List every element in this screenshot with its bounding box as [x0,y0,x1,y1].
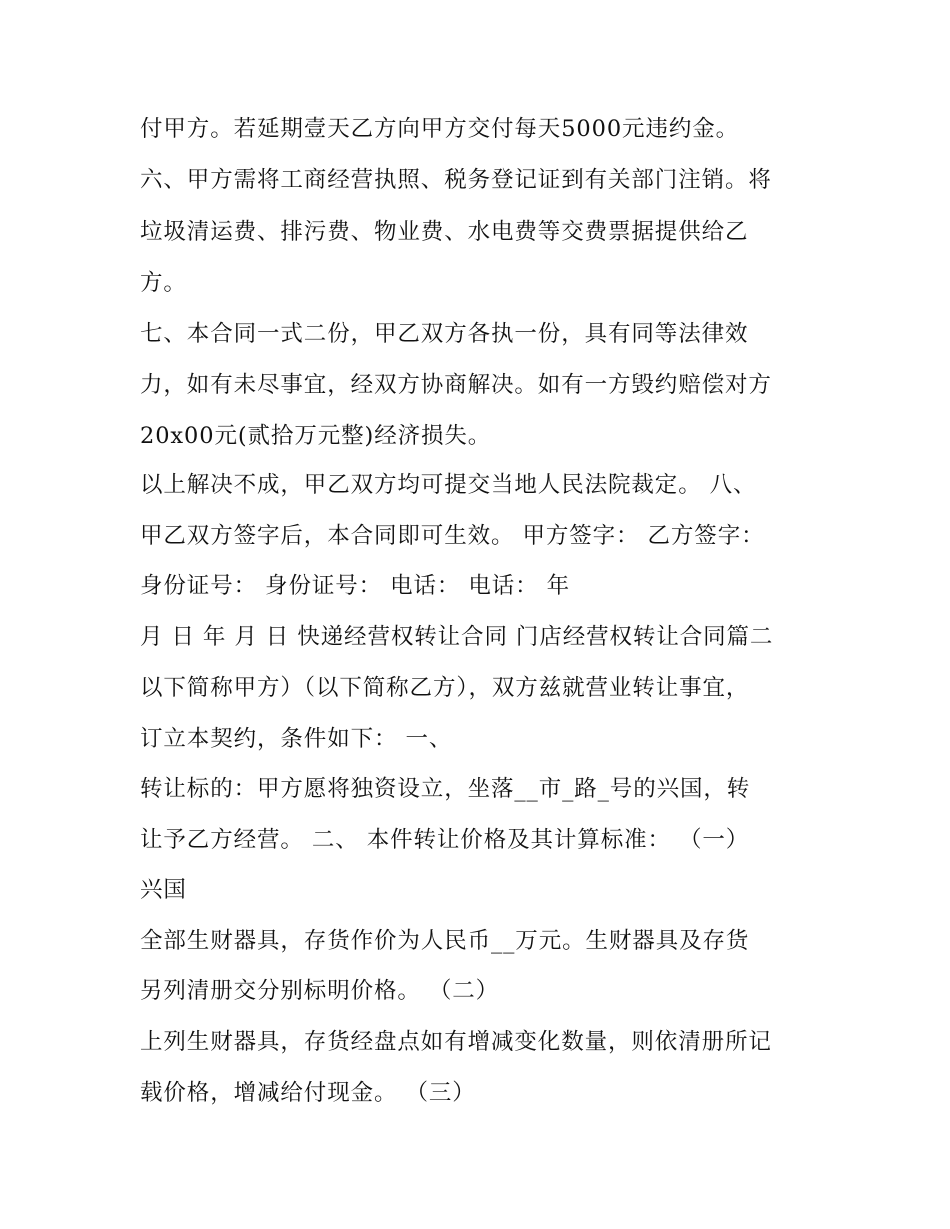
text-line: 七、本合同一式二份，甲乙双方各执一份，具有同等法律效 [140,321,749,347]
text-line: 付甲方。若延期壹天乙方向甲方交付每天5000元违约金。 [140,116,740,142]
text-line: 甲乙双方签字后，本合同即可生效。 甲方签字： 乙方签字： [140,523,765,549]
text-line: 另列清册交分别标明价格。 （二） [140,978,500,1004]
text-line: 力，如有未尽事宜，经双方协商解决。如有一方毁约赔偿对方 [140,372,772,398]
text-line: 方。 [140,270,187,296]
text-line: 以下简称甲方）（以下简称乙方），双方兹就营业转让事宜， [140,675,750,701]
text-line: 月 日 年 月 日 快递经营权转让合同 门店经营权转让合同篇二 [140,624,774,650]
text-line: 上列生财器具，存货经盘点如有增减变化数量，则依清册所记 [140,1029,772,1055]
text-line: 全部生财器具，存货作价为人民币__万元。生财器具及存货 [140,928,750,954]
text-line: 六、甲方需将工商经营执照、税务登记证到有关部门注销。将 [140,167,772,193]
text-line: 20x00元(贰拾万元整)经济损失。 [140,423,492,449]
text-line: 身份证号： 身份证号： 电话： 电话： 年 [140,573,571,599]
text-line: 垃圾清运费、排污费、物业费、水电费等交费票据提供给乙 [140,219,749,245]
text-line: 订立本契约，条件如下： 一、 [140,726,453,752]
text-line: 兴国 [140,877,187,903]
text-line: 转让标的：甲方愿将独资设立，坐落__市_路_号的兴国，转 [140,776,751,802]
text-line: 让予乙方经营。 二、 本件转让价格及其计算标准： （一） [140,827,750,853]
text-line: 以上解决不成，甲乙双方均可提交当地人民法院裁定。 八、 [140,472,757,498]
text-line: 载价格，增减给付现金。 （三） [140,1080,476,1106]
